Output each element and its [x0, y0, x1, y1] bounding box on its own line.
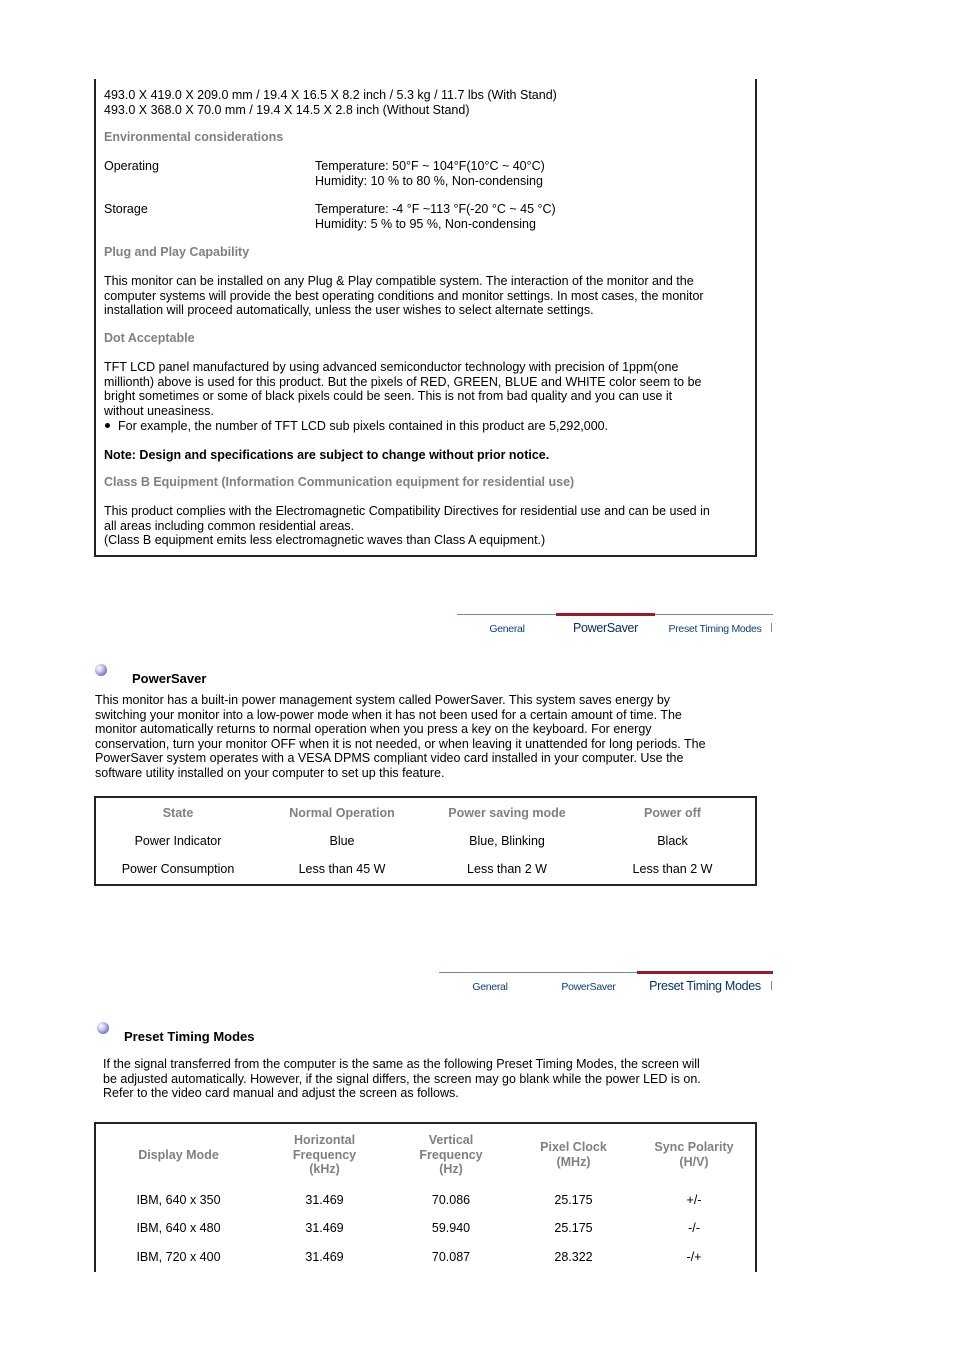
header-line: Frequency	[292, 1147, 357, 1162]
table-cell: IBM, 640 x 350	[136, 1193, 221, 1207]
table-header-cell	[96, 1124, 261, 1186]
dimensions-block	[104, 88, 557, 117]
dimensions-without-stand: 493.0 X 368.0 X 70.0 mm / 19.4 X 14.5 X 2.8 inch (Without Stand)	[104, 102, 470, 117]
preset-table-right-border	[755, 1122, 757, 1272]
table-cell: Less than 45 W	[298, 861, 386, 876]
tab-general[interactable]	[439, 972, 541, 994]
env-storage-values	[315, 202, 556, 231]
table-cell: IBM, 640 x 480	[136, 1221, 221, 1235]
header-line: (kHz)	[309, 1162, 340, 1177]
preset-title: Preset Timing Modes	[124, 1029, 255, 1044]
general-box-left-border	[94, 79, 96, 557]
tab-powersaver-label: PowerSaver	[561, 981, 616, 993]
table-cell: +/-	[686, 1193, 702, 1207]
preset-line: If the signal transferred from the computer is the same as the following Preset Timing Modes, the screen will	[103, 1057, 700, 1071]
tab-powersaver[interactable]	[556, 613, 655, 638]
table-cell: 59.940	[431, 1221, 471, 1235]
header-line: Display Mode	[138, 1148, 219, 1162]
section-bullet-icon	[97, 1022, 109, 1034]
dot-line: bright sometimes or some of black pixels could be seen. This is not from bad quality and you can use it	[104, 389, 673, 404]
tab-preset-timing-modes[interactable]	[657, 614, 773, 636]
preset-line: be adjusted automatically. However, if the signal differs, the screen may go blank while the power LED is on.	[103, 1071, 701, 1086]
table-cell: Black	[657, 833, 688, 848]
header-line: Pixel Clock	[540, 1140, 607, 1155]
table-cell: -/+	[686, 1249, 702, 1264]
dot-paragraph	[104, 360, 701, 418]
table-header-cell	[388, 1124, 514, 1186]
table-cell: Less than 2 W	[632, 861, 713, 876]
section-bullet-icon	[95, 664, 107, 676]
general-box-right-border	[755, 79, 757, 557]
table-cell: 31.469	[305, 1249, 344, 1264]
table-header-cell	[514, 1124, 633, 1186]
classb-line: This product complies with the Electromagnetic Compatibility Directives for residential use and can be used in	[104, 504, 710, 518]
env-heading: Environmental considerations	[104, 130, 284, 144]
table-cell: IBM, 720 x 400	[136, 1249, 221, 1264]
env-operating-humidity: Humidity: 10 % to 80 %, Non-condensing	[315, 173, 543, 188]
tab-bar-end-mark	[771, 981, 772, 990]
general-box-bottom-border	[94, 555, 757, 557]
dot-line: millionth) above is used for this product. But the pixels of RED, GREEN, BLUE and WHITE color seem to be	[104, 374, 702, 389]
preset-table	[96, 1124, 755, 1271]
powersaver-title: PowerSaver	[132, 671, 207, 686]
table-cell: 28.322	[554, 1249, 593, 1264]
header-line: (Hz)	[439, 1162, 463, 1177]
powersaver-table	[96, 798, 755, 883]
env-storage-temperature: Temperature: -4 °F ~113 °F(-20 °C ~ 45 °C)	[315, 202, 556, 216]
table-header-cell	[633, 1124, 755, 1186]
table-row	[96, 854, 755, 883]
tab-bar-preset	[439, 972, 773, 994]
table-cell: 70.087	[431, 1249, 471, 1264]
dot-bullet-dot	[105, 423, 110, 428]
tab-preset-timing-modes[interactable]	[637, 971, 773, 996]
table-cell: 31.469	[305, 1221, 344, 1235]
header-line: Horizontal	[293, 1133, 356, 1148]
table-row	[96, 827, 755, 854]
table-row	[96, 1214, 755, 1242]
table-cell: 25.175	[554, 1221, 593, 1235]
powersaver-line: conservation, turn your monitor OFF when it is not needed, or when leaving it unattended for long periods. The	[95, 736, 706, 751]
env-operating-temperature: Temperature: 50°F ~ 104°F(10°C ~ 40°C)	[315, 159, 545, 173]
tab-general-label: General	[489, 623, 525, 635]
preset-line: Refer to the video card manual and adjust the screen as follows.	[103, 1086, 459, 1101]
table-header-cell: State	[162, 805, 194, 820]
powersaver-line: This monitor has a built-in power management system called PowerSaver. This system saves energy by	[95, 693, 671, 707]
classb-paragraph	[104, 504, 710, 548]
table-cell: 70.086	[431, 1193, 471, 1207]
header-line: Vertical	[428, 1133, 474, 1148]
tab-preset-label: Preset Timing Modes	[668, 623, 762, 635]
table-cell: Power Consumption	[121, 861, 235, 876]
table-header-cell	[261, 1124, 388, 1186]
header-line: (MHz)	[556, 1155, 591, 1169]
tab-powersaver-label: PowerSaver	[572, 621, 639, 635]
table-header-row	[96, 798, 755, 827]
powersaver-line: monitor automatically returns to normal operation when you press a key on the keyboard. For energy	[95, 722, 652, 737]
table-header-row	[96, 1124, 755, 1186]
header-line: Frequency	[419, 1147, 483, 1162]
tab-bar-powersaver	[457, 614, 773, 636]
pnp-line: installation will proceed automatically, unless the user wishes to select alternate settings.	[104, 303, 594, 318]
table-cell: Blue, Blinking	[469, 833, 545, 848]
tab-powersaver[interactable]	[540, 972, 637, 994]
table-cell: Blue	[329, 833, 355, 848]
pnp-line: This monitor can be installed on any Plug & Play compatible system. The interaction of the monitor and the	[104, 274, 694, 288]
header-line: Sync Polarity	[654, 1140, 734, 1155]
powersaver-paragraph	[95, 693, 706, 781]
dot-heading: Dot Acceptable	[104, 331, 195, 345]
dot-line: without uneasiness.	[104, 403, 214, 418]
env-operating-values	[315, 159, 545, 188]
powersaver-line: software utility installed on your computer to set up this feature.	[95, 765, 445, 780]
classb-heading: Class B Equipment (Information Communication equipment for residential use)	[104, 475, 575, 489]
powersaver-line: PowerSaver system operates with a VESA DPMS compliant video card installed in your computer. Use the	[95, 751, 684, 766]
dimensions-with-stand: 493.0 X 419.0 X 209.0 mm / 19.4 X 16.5 X 8.2 inch / 5.3 kg / 11.7 lbs (With Stand)	[104, 88, 557, 102]
env-operating-label: Operating	[104, 159, 159, 173]
pnp-heading: Plug and Play Capability	[104, 245, 250, 259]
table-cell: 31.469	[305, 1193, 344, 1207]
table-cell: 25.175	[554, 1193, 593, 1207]
table-cell: Power Indicator	[134, 833, 222, 848]
powersaver-line: switching your monitor into a low-power mode when it has not been used for a certain amount of time. The	[95, 707, 682, 722]
header-line: (H/V)	[679, 1155, 709, 1169]
table-header-cell: Power saving mode	[448, 805, 566, 820]
classb-line: all areas including common residential areas.	[104, 518, 355, 533]
table-header-cell: Normal Operation	[289, 805, 395, 820]
classb-line: (Class B equipment emits less electromagnetic waves than Class A equipment.)	[104, 533, 546, 548]
env-storage-humidity: Humidity: 5 % to 95 %, Non-condensing	[315, 216, 536, 231]
tab-bar-end-mark	[771, 623, 772, 632]
dot-line: TFT LCD panel manufactured by using advanced semiconductor technology with precision of 1ppm(one	[104, 360, 679, 374]
pnp-paragraph	[104, 274, 704, 318]
table-header-cell: Power off	[644, 805, 701, 820]
pnp-line: computer systems will provide the best operating conditions and monitor settings. In most cases, the monitor	[104, 288, 704, 303]
preset-paragraph	[103, 1057, 701, 1101]
design-note: Note: Design and specifications are subject to change without prior notice.	[104, 448, 550, 462]
tab-general[interactable]	[457, 614, 557, 636]
table-cell: -/-	[688, 1221, 700, 1235]
dot-bullet-text: For example, the number of TFT LCD sub pixels contained in this product are 5,292,000.	[118, 419, 609, 433]
table-row	[96, 1186, 755, 1214]
env-storage-label: Storage	[104, 202, 148, 216]
table-row	[96, 1242, 755, 1271]
tab-preset-label: Preset Timing Modes	[649, 979, 761, 993]
table-cell: Less than 2 W	[467, 861, 547, 876]
tab-general-label: General	[472, 981, 508, 993]
